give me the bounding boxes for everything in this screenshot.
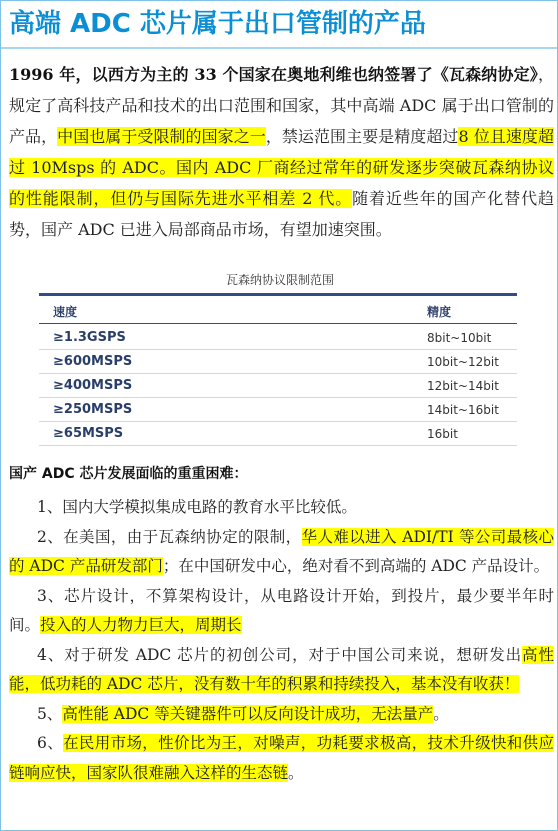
intro-text-3: 随着近些年的国产化替代趋势，国产 ADC 已进入局部商品市场，有望加速突围。 <box>9 189 554 239</box>
header-precision: 精度 <box>427 305 452 319</box>
table-top-rule <box>39 293 517 296</box>
row-divider <box>39 421 517 422</box>
row-speed: ≥600MSPS <box>53 354 133 369</box>
item-text-tail: ；在中国研发中心，绝对看不到高端的 ADC 产品设计。 <box>162 557 550 575</box>
row-precision: 10bit~12bit <box>427 355 499 369</box>
row-divider <box>39 397 517 398</box>
intro-lead: 1996 年，以西方为主的 33 个国家在奥地利维也纳签署了《瓦森纳协定》 <box>9 65 538 84</box>
item-text: 在美国，由于瓦森纳协定的限制， <box>63 527 302 546</box>
intro-paragraph <box>9 59 554 245</box>
row-divider <box>39 349 517 350</box>
item-number: 2、 <box>37 527 64 546</box>
list-item <box>9 582 554 641</box>
row-speed: ≥1.3GSPS <box>53 330 126 345</box>
item-number: 5、 <box>37 704 63 723</box>
section-title: 国产 ADC 芯片发展面临的重重困难： <box>9 466 248 482</box>
table-row <box>39 327 517 350</box>
table-caption: 瓦森纳协议限制范围 <box>225 273 334 287</box>
row-precision: 12bit~14bit <box>427 379 499 393</box>
header-speed: 速度 <box>53 305 78 319</box>
wassenaar-limit-table <box>39 293 517 451</box>
list-item <box>9 493 554 523</box>
table-header-rule <box>39 323 517 324</box>
table-row <box>39 423 517 446</box>
row-precision: 14bit~16bit <box>427 403 499 417</box>
table-row <box>39 351 517 374</box>
intro-text-1: ，规定了高科技产品和技术的出口范围和国家，其中高端 ADC 属于出口管制的产品， <box>9 65 554 146</box>
intro-highlight-1: 中国也属于受限制的国家之一 <box>57 127 266 146</box>
row-precision: 8bit~10bit <box>427 331 492 345</box>
row-divider <box>39 445 517 446</box>
row-divider <box>39 373 517 374</box>
item-text: 国内大学模拟集成电路的教育水平比较低。 <box>62 498 357 516</box>
item-text: 对于研发 ADC 芯片的初创公司，对于中国公司来说，想研发出 <box>64 645 523 664</box>
item-highlight: 投入的人力物力巨大，周期长 <box>40 616 242 634</box>
item-highlight: 在民用市场，性价比为王，对噪声，功耗要求极高，技术升级快和供应链响应快，国家队很难融入这样的生态链 <box>9 734 554 782</box>
item-highlight: 高性能，低功耗的 ADC 芯片，没有数十年的积累和持续投入，基本没有收获！ <box>9 645 554 693</box>
list-item <box>9 641 554 700</box>
intro-text-2: ，禁运范围主要是精度超过 <box>265 127 459 146</box>
row-speed: ≥400MSPS <box>53 378 133 393</box>
title-divider <box>1 47 557 49</box>
item-number: 4、 <box>37 645 65 664</box>
difficulty-list <box>9 493 554 788</box>
list-item <box>9 729 554 788</box>
table-row <box>39 399 517 422</box>
table-row <box>39 375 517 398</box>
item-number: 6、 <box>37 734 64 752</box>
row-precision: 16bit <box>427 427 458 441</box>
row-speed: ≥250MSPS <box>53 402 133 417</box>
row-speed: ≥65MSPS <box>53 426 124 441</box>
item-number: 1、 <box>37 498 63 516</box>
page-title: 高端 ADC 芯片属于出口管制的产品 <box>5 3 558 45</box>
item-highlight: 高性能 ADC 等关键器件可以反向设计成功，无法量产 <box>62 704 434 723</box>
list-item <box>9 700 554 730</box>
item-text-tail: 。 <box>433 704 449 723</box>
item-highlight: 华人难以进入 ADI/TI 等公司最核心的 ADC 产品研发部门 <box>9 527 554 575</box>
item-number: 3、 <box>37 586 65 605</box>
item-text-tail: 。 <box>288 763 304 782</box>
item-text: 芯片设计，不算架构设计，从电路设计开始，到投片，最少要半年时间。 <box>9 586 554 634</box>
intro-highlight-2: 8 位且速度超过 10Msps 的 ADC。国内 ADC 厂商经过常年的研发逐步突破瓦森纳协议的性能限制，但仍与国际先进水平相差 2 代。 <box>9 127 554 208</box>
list-item <box>9 523 554 582</box>
